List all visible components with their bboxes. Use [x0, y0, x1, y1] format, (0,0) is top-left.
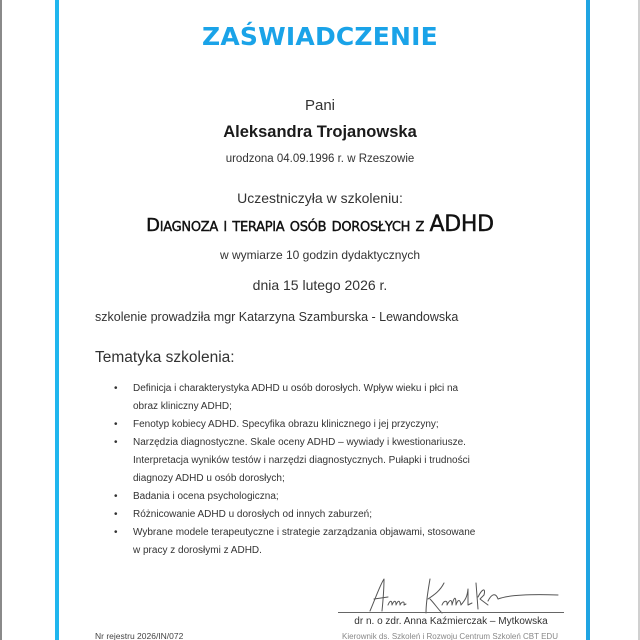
birth-info: urodzona 04.09.1996 r. w Rzeszowie — [225, 153, 415, 165]
course-title-lead: Diagnoza i terapia osób dorosłych z — [146, 215, 430, 236]
topic-item: • Fenotyp kobiecy ADHD. Specyfika obrazu klinicznego i jej przyczyny; — [114, 416, 484, 434]
topic-item: • Definicja i charakterystyka ADHD u osób dorosłych. Wpływ wieku i płci na obraz kliniczny ADHD; — [114, 380, 484, 416]
bullet-icon: • — [114, 509, 118, 520]
decorative-border-right — [586, 0, 590, 640]
topic-item: • Różnicowanie ADHD u dorosłych od innych zaburzeń; — [114, 506, 484, 524]
topic-item: • Wybrane modele terapeutyczne i strategie zarządzania objawami, stosowane w pracy z dorosłymi z ADHD. — [114, 524, 484, 560]
topics-list — [114, 380, 484, 560]
course-title-tail: ADHD — [429, 212, 494, 237]
signer-name: dr n. o zdr. Anna Kaźmierczak – Mytkowska — [354, 616, 548, 627]
bullet-icon: • — [114, 383, 118, 394]
bullet-icon: • — [114, 527, 118, 538]
bullet-icon: • — [114, 437, 118, 448]
handwritten-signature-icon — [368, 575, 568, 615]
page-edge-left — [0, 0, 2, 640]
salutation: Pani — [304, 97, 336, 114]
certificate-title: ZAŚWIADCZENIE — [202, 22, 438, 51]
course-title — [0, 212, 640, 237]
topic-item: • Badania i ocena psychologiczna; — [114, 488, 484, 506]
signature-line — [338, 612, 564, 613]
decorative-border-left — [55, 0, 59, 640]
bullet-icon: • — [114, 419, 118, 430]
trainer-info: szkolenie prowadziła mgr Katarzyna Szamburska - Lewandowska — [95, 310, 459, 324]
topics-heading: Tematyka szkolenia: — [95, 349, 235, 366]
register-number: Nr rejestru 2026/IN/072 — [95, 631, 184, 640]
participation-label: Uczestniczyła w szkoleniu: — [237, 190, 403, 206]
signer-role: Kierownik ds. Szkoleń i Rozwoju Centrum Szkoleń CBT EDU — [342, 632, 558, 640]
topic-item: • Narzędzia diagnostyczne. Skale oceny ADHD – wywiady i kwestionariusze. Interpretacja wyników testów i narzędzi diagnostycznych. Pułapki i trudności diagnozy ADHD u osób dorosłych; — [114, 434, 484, 488]
course-hours: w wymiarze 10 godzin dydaktycznych — [219, 248, 421, 262]
bullet-icon: • — [114, 491, 118, 502]
course-date: dnia 15 lutego 2026 r. — [252, 277, 388, 293]
recipient-name: Aleksandra Trojanowska — [223, 123, 417, 141]
